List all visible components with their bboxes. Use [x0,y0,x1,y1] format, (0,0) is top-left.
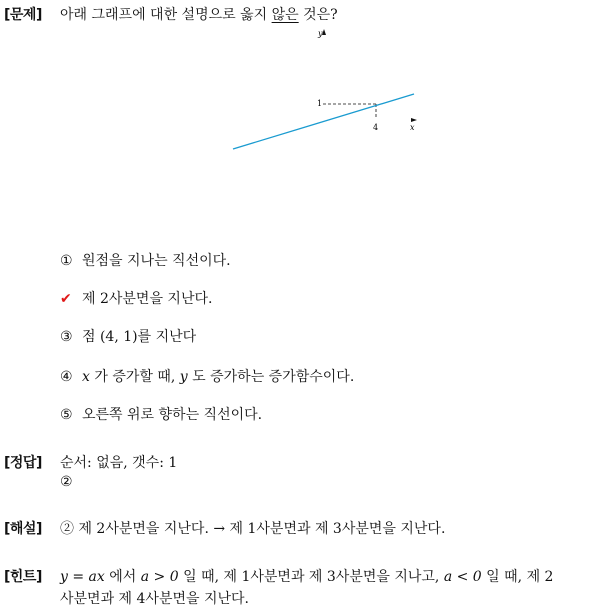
hint-tag: [힌트] [4,569,42,585]
choice-5[interactable] [60,404,262,424]
choice-1-marker: ① [60,253,73,269]
question-tag: [문제] [4,7,42,23]
point-x-label: 4 [373,123,379,132]
hint-formula: y = ax [60,569,105,585]
explanation-tag: [해설] [4,521,42,537]
question-text-underlined: 않은 [271,7,299,23]
choice-2-text: 제 2사분면을 지난다. [82,291,213,307]
checkmark-icon: ✔ [60,291,72,307]
choice-3-marker: ③ [60,329,73,345]
hint-cond1: a > 0 [140,569,179,585]
choice-3[interactable] [60,326,196,346]
choice-1-text: 원점을 지나는 직선이다. [82,253,231,269]
x-axis-arrow [411,118,417,122]
hint-cond2: a < 0 [443,569,482,585]
answer-tag: [정답] [4,455,42,471]
hint-part4: 일 때, 제 1사분면과 제 3사분면을 지나고, [178,569,444,585]
choice-2[interactable] [60,288,212,308]
hint-text-line1 [60,566,553,586]
choice-4-marker: ④ [60,369,73,385]
answer-value: ② [60,474,73,490]
choice-4-y: y [179,369,188,385]
question-text [60,4,338,24]
choice-1[interactable] [60,250,231,270]
question-text-after: 것은? [298,7,338,23]
x-axis-label: x [410,123,415,132]
answer-meta: 순서: 없음, 갯수: 1 [60,455,178,471]
y-axis-arrow [322,29,326,35]
choice-4-mid1: 가 증가할 때, [89,369,180,385]
choice-2-marker [60,291,82,307]
choice-5-text: 오른쪽 위로 향하는 직선이다. [82,407,263,423]
choice-4[interactable] [60,366,354,386]
question-text-before: 아래 그래프에 대한 설명으로 옳지 [60,7,272,23]
point-y-label: 1 [317,99,323,108]
y-axis-label: y [318,29,323,38]
choice-3-text: 점 (4, 1)를 지난다 [82,329,197,345]
choice-5-marker: ⑤ [60,407,73,423]
hint-text-line2: 사분면과 제 4사분면을 지난다. [60,591,249,607]
graph-line [233,94,414,149]
hint-part6: 일 때, 제 2 [481,569,554,585]
choice-4-x: x [82,369,90,385]
explanation-text: ② 제 2사분면을 지난다. → 제 1사분면과 제 3사분면을 지난다. [60,521,446,537]
line-graph [220,26,440,166]
hint-part2: 에서 [104,569,141,585]
choice-4-mid2: 도 증가하는 증가함수이다. [187,369,355,385]
